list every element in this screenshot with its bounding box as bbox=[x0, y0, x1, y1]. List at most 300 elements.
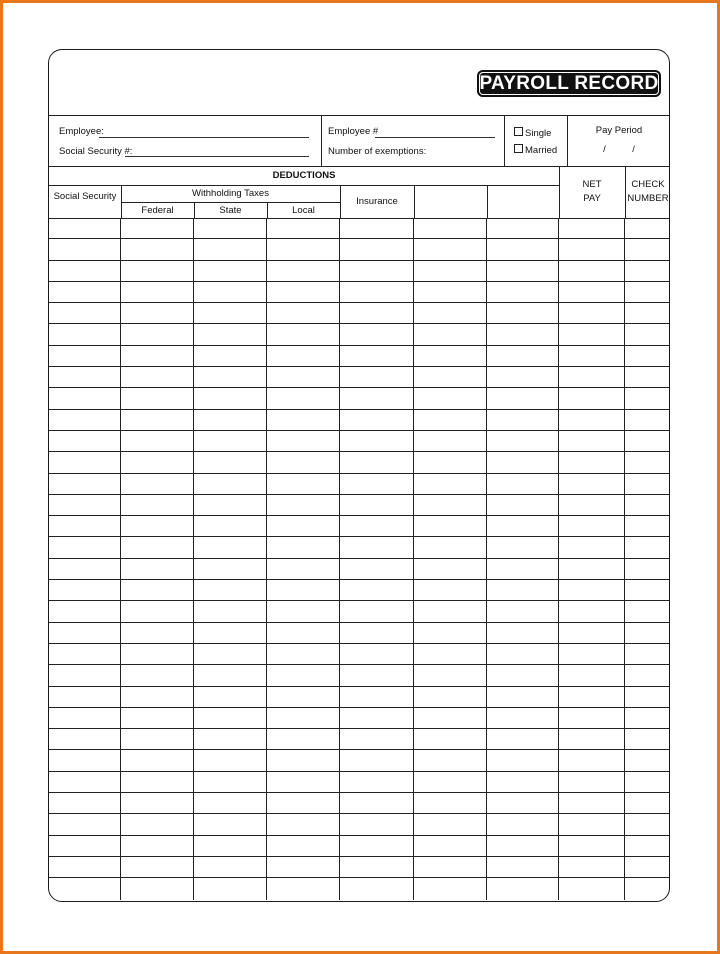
cell-check-number[interactable] bbox=[625, 474, 669, 494]
cell-state[interactable] bbox=[194, 857, 267, 877]
cell-net-pay[interactable] bbox=[559, 218, 625, 238]
cell-local[interactable] bbox=[267, 623, 340, 643]
cell-local[interactable] bbox=[267, 836, 340, 856]
cell-insurance[interactable] bbox=[340, 474, 414, 494]
cell-blank-2[interactable] bbox=[487, 431, 559, 451]
cell-federal[interactable] bbox=[121, 687, 194, 707]
cell-insurance[interactable] bbox=[340, 431, 414, 451]
cell-check-number[interactable] bbox=[625, 218, 669, 238]
cell-social-security[interactable] bbox=[49, 218, 121, 238]
cell-local[interactable] bbox=[267, 346, 340, 366]
cell-blank-2[interactable] bbox=[487, 282, 559, 302]
cell-net-pay[interactable] bbox=[559, 324, 625, 344]
cell-insurance[interactable] bbox=[340, 857, 414, 877]
cell-check-number[interactable] bbox=[625, 665, 669, 685]
cell-blank-1[interactable] bbox=[414, 623, 487, 643]
cell-state[interactable] bbox=[194, 388, 267, 408]
cell-social-security[interactable] bbox=[49, 367, 121, 387]
cell-insurance[interactable] bbox=[340, 878, 414, 899]
cell-local[interactable] bbox=[267, 772, 340, 792]
cell-check-number[interactable] bbox=[625, 431, 669, 451]
cell-insurance[interactable] bbox=[340, 708, 414, 728]
cell-insurance[interactable] bbox=[340, 601, 414, 621]
cell-state[interactable] bbox=[194, 687, 267, 707]
cell-state[interactable] bbox=[194, 282, 267, 302]
cell-local[interactable] bbox=[267, 452, 340, 472]
cell-blank-2[interactable] bbox=[487, 516, 559, 536]
cell-blank-2[interactable] bbox=[487, 814, 559, 834]
cell-net-pay[interactable] bbox=[559, 282, 625, 302]
cell-blank-2[interactable] bbox=[487, 665, 559, 685]
cell-insurance[interactable] bbox=[340, 367, 414, 387]
cell-local[interactable] bbox=[267, 410, 340, 430]
cell-social-security[interactable] bbox=[49, 857, 121, 877]
cell-local[interactable] bbox=[267, 218, 340, 238]
cell-blank-2[interactable] bbox=[487, 580, 559, 600]
cell-state[interactable] bbox=[194, 878, 267, 899]
cell-social-security[interactable] bbox=[49, 282, 121, 302]
cell-blank-2[interactable] bbox=[487, 239, 559, 259]
cell-state[interactable] bbox=[194, 537, 267, 557]
cell-state[interactable] bbox=[194, 452, 267, 472]
cell-blank-2[interactable] bbox=[487, 367, 559, 387]
cell-local[interactable] bbox=[267, 580, 340, 600]
cell-local[interactable] bbox=[267, 324, 340, 344]
cell-local[interactable] bbox=[267, 559, 340, 579]
cell-federal[interactable] bbox=[121, 239, 194, 259]
cell-federal[interactable] bbox=[121, 708, 194, 728]
cell-state[interactable] bbox=[194, 708, 267, 728]
table-row bbox=[49, 750, 669, 771]
cell-blank-1[interactable] bbox=[414, 431, 487, 451]
cell-social-security[interactable] bbox=[49, 559, 121, 579]
cell-net-pay[interactable] bbox=[559, 261, 625, 281]
cell-social-security[interactable] bbox=[49, 623, 121, 643]
cell-check-number[interactable] bbox=[625, 495, 669, 515]
cell-insurance[interactable] bbox=[340, 218, 414, 238]
cell-federal[interactable] bbox=[121, 410, 194, 430]
cell-local[interactable] bbox=[267, 644, 340, 664]
cell-state[interactable] bbox=[194, 580, 267, 600]
cell-check-number[interactable] bbox=[625, 537, 669, 557]
cell-insurance[interactable] bbox=[340, 410, 414, 430]
cell-federal[interactable] bbox=[121, 537, 194, 557]
cell-social-security[interactable] bbox=[49, 687, 121, 707]
cell-state[interactable] bbox=[194, 559, 267, 579]
cell-local[interactable] bbox=[267, 537, 340, 557]
cell-state[interactable] bbox=[194, 623, 267, 643]
cell-blank-1[interactable] bbox=[414, 857, 487, 877]
cell-insurance[interactable] bbox=[340, 537, 414, 557]
cell-insurance[interactable] bbox=[340, 303, 414, 323]
cell-net-pay[interactable] bbox=[559, 644, 625, 664]
cell-net-pay[interactable] bbox=[559, 708, 625, 728]
cell-blank-1[interactable] bbox=[414, 750, 487, 770]
cell-net-pay[interactable] bbox=[559, 516, 625, 536]
cell-social-security[interactable] bbox=[49, 346, 121, 366]
cell-net-pay[interactable] bbox=[559, 239, 625, 259]
cell-local[interactable] bbox=[267, 516, 340, 536]
cell-blank-1[interactable] bbox=[414, 793, 487, 813]
cell-blank-1[interactable] bbox=[414, 644, 487, 664]
col-divider-net-pay bbox=[625, 166, 626, 218]
cell-social-security[interactable] bbox=[49, 708, 121, 728]
cell-local[interactable] bbox=[267, 431, 340, 451]
cell-social-security[interactable] bbox=[49, 793, 121, 813]
cell-state[interactable] bbox=[194, 346, 267, 366]
cell-blank-2[interactable] bbox=[487, 474, 559, 494]
cell-local[interactable] bbox=[267, 474, 340, 494]
employee-number-field[interactable] bbox=[375, 137, 495, 138]
cell-state[interactable] bbox=[194, 836, 267, 856]
cell-local[interactable] bbox=[267, 878, 340, 899]
cell-check-number[interactable] bbox=[625, 814, 669, 834]
cell-local[interactable] bbox=[267, 388, 340, 408]
cell-check-number[interactable] bbox=[625, 750, 669, 770]
cell-blank-1[interactable] bbox=[414, 410, 487, 430]
cell-blank-2[interactable] bbox=[487, 623, 559, 643]
cell-state[interactable] bbox=[194, 303, 267, 323]
cell-check-number[interactable] bbox=[625, 857, 669, 877]
cell-blank-1[interactable] bbox=[414, 814, 487, 834]
cell-blank-1[interactable] bbox=[414, 708, 487, 728]
cell-blank-1[interactable] bbox=[414, 772, 487, 792]
cell-local[interactable] bbox=[267, 495, 340, 515]
cell-insurance[interactable] bbox=[340, 750, 414, 770]
cell-blank-1[interactable] bbox=[414, 495, 487, 515]
cell-check-number[interactable] bbox=[625, 303, 669, 323]
cell-federal[interactable] bbox=[121, 772, 194, 792]
cell-blank-2[interactable] bbox=[487, 793, 559, 813]
cell-blank-1[interactable] bbox=[414, 878, 487, 899]
cell-social-security[interactable] bbox=[49, 665, 121, 685]
cell-net-pay[interactable] bbox=[559, 878, 625, 899]
cell-blank-2[interactable] bbox=[487, 218, 559, 238]
cell-blank-2[interactable] bbox=[487, 537, 559, 557]
married-checkbox[interactable] bbox=[514, 144, 523, 153]
cell-state[interactable] bbox=[194, 367, 267, 387]
cell-check-number[interactable] bbox=[625, 410, 669, 430]
cell-blank-2[interactable] bbox=[487, 410, 559, 430]
cell-federal[interactable] bbox=[121, 218, 194, 238]
cell-social-security[interactable] bbox=[49, 814, 121, 834]
cell-insurance[interactable] bbox=[340, 559, 414, 579]
cell-net-pay[interactable] bbox=[559, 537, 625, 557]
cell-blank-2[interactable] bbox=[487, 388, 559, 408]
cell-federal[interactable] bbox=[121, 793, 194, 813]
cell-social-security[interactable] bbox=[49, 495, 121, 515]
cell-net-pay[interactable] bbox=[559, 388, 625, 408]
cell-blank-1[interactable] bbox=[414, 665, 487, 685]
cell-federal[interactable] bbox=[121, 729, 194, 749]
cell-check-number[interactable] bbox=[625, 772, 669, 792]
cell-insurance[interactable] bbox=[340, 729, 414, 749]
cell-check-number[interactable] bbox=[625, 580, 669, 600]
cell-check-number[interactable] bbox=[625, 516, 669, 536]
cell-federal[interactable] bbox=[121, 303, 194, 323]
cell-blank-2[interactable] bbox=[487, 750, 559, 770]
cell-federal[interactable] bbox=[121, 452, 194, 472]
cell-check-number[interactable] bbox=[625, 836, 669, 856]
cell-state[interactable] bbox=[194, 516, 267, 536]
cell-insurance[interactable] bbox=[340, 282, 414, 302]
cell-local[interactable] bbox=[267, 665, 340, 685]
cell-state[interactable] bbox=[194, 793, 267, 813]
cell-social-security[interactable] bbox=[49, 580, 121, 600]
cell-social-security[interactable] bbox=[49, 303, 121, 323]
cell-federal[interactable] bbox=[121, 367, 194, 387]
cell-state[interactable] bbox=[194, 410, 267, 430]
col-divider-blank-2 bbox=[559, 166, 560, 218]
cell-social-security[interactable] bbox=[49, 537, 121, 557]
cell-blank-1[interactable] bbox=[414, 303, 487, 323]
cell-blank-2[interactable] bbox=[487, 303, 559, 323]
cell-insurance[interactable] bbox=[340, 388, 414, 408]
cell-insurance[interactable] bbox=[340, 665, 414, 685]
cell-check-number[interactable] bbox=[625, 729, 669, 749]
cell-federal[interactable] bbox=[121, 580, 194, 600]
cell-blank-2[interactable] bbox=[487, 687, 559, 707]
cell-blank-1[interactable] bbox=[414, 559, 487, 579]
cell-state[interactable] bbox=[194, 729, 267, 749]
cell-insurance[interactable] bbox=[340, 346, 414, 366]
cell-federal[interactable] bbox=[121, 495, 194, 515]
cell-insurance[interactable] bbox=[340, 772, 414, 792]
cell-blank-1[interactable] bbox=[414, 346, 487, 366]
cell-social-security[interactable] bbox=[49, 878, 121, 899]
cell-state[interactable] bbox=[194, 665, 267, 685]
cell-insurance[interactable] bbox=[340, 644, 414, 664]
cell-insurance[interactable] bbox=[340, 261, 414, 281]
cell-blank-1[interactable] bbox=[414, 388, 487, 408]
cell-blank-2[interactable] bbox=[487, 857, 559, 877]
cell-blank-1[interactable] bbox=[414, 687, 487, 707]
cell-blank-1[interactable] bbox=[414, 601, 487, 621]
table-row bbox=[49, 878, 669, 899]
cell-blank-2[interactable] bbox=[487, 708, 559, 728]
cell-net-pay[interactable] bbox=[559, 857, 625, 877]
cell-state[interactable] bbox=[194, 814, 267, 834]
cell-state[interactable] bbox=[194, 495, 267, 515]
cell-federal[interactable] bbox=[121, 431, 194, 451]
cell-social-security[interactable] bbox=[49, 750, 121, 770]
cell-check-number[interactable] bbox=[625, 239, 669, 259]
cell-net-pay[interactable] bbox=[559, 623, 625, 643]
cell-local[interactable] bbox=[267, 261, 340, 281]
cell-state[interactable] bbox=[194, 601, 267, 621]
cell-federal[interactable] bbox=[121, 346, 194, 366]
cell-blank-1[interactable] bbox=[414, 836, 487, 856]
cell-blank-1[interactable] bbox=[414, 537, 487, 557]
cell-insurance[interactable] bbox=[340, 239, 414, 259]
cell-social-security[interactable] bbox=[49, 410, 121, 430]
cell-blank-2[interactable] bbox=[487, 452, 559, 472]
cell-blank-2[interactable] bbox=[487, 346, 559, 366]
cell-net-pay[interactable] bbox=[559, 474, 625, 494]
cell-blank-1[interactable] bbox=[414, 580, 487, 600]
cell-social-security[interactable] bbox=[49, 388, 121, 408]
cell-blank-1[interactable] bbox=[414, 516, 487, 536]
cell-federal[interactable] bbox=[121, 324, 194, 344]
cell-local[interactable] bbox=[267, 814, 340, 834]
cell-check-number[interactable] bbox=[625, 708, 669, 728]
cell-check-number[interactable] bbox=[625, 623, 669, 643]
cell-state[interactable] bbox=[194, 324, 267, 344]
cell-social-security[interactable] bbox=[49, 644, 121, 664]
cell-net-pay[interactable] bbox=[559, 601, 625, 621]
cell-net-pay[interactable] bbox=[559, 729, 625, 749]
cell-blank-2[interactable] bbox=[487, 836, 559, 856]
cell-net-pay[interactable] bbox=[559, 580, 625, 600]
cell-blank-1[interactable] bbox=[414, 367, 487, 387]
cell-net-pay[interactable] bbox=[559, 452, 625, 472]
cell-social-security[interactable] bbox=[49, 729, 121, 749]
cell-check-number[interactable] bbox=[625, 261, 669, 281]
cell-blank-1[interactable] bbox=[414, 729, 487, 749]
cell-federal[interactable] bbox=[121, 623, 194, 643]
cell-blank-2[interactable] bbox=[487, 324, 559, 344]
cell-net-pay[interactable] bbox=[559, 367, 625, 387]
cell-check-number[interactable] bbox=[625, 687, 669, 707]
cell-check-number[interactable] bbox=[625, 793, 669, 813]
cell-net-pay[interactable] bbox=[559, 665, 625, 685]
cell-federal[interactable] bbox=[121, 261, 194, 281]
cell-federal[interactable] bbox=[121, 750, 194, 770]
table-row bbox=[49, 623, 669, 644]
cell-net-pay[interactable] bbox=[559, 687, 625, 707]
cell-social-security[interactable] bbox=[49, 516, 121, 536]
cell-local[interactable] bbox=[267, 793, 340, 813]
cell-local[interactable] bbox=[267, 708, 340, 728]
cell-social-security[interactable] bbox=[49, 836, 121, 856]
cell-federal[interactable] bbox=[121, 814, 194, 834]
cell-federal[interactable] bbox=[121, 474, 194, 494]
cell-federal[interactable] bbox=[121, 836, 194, 856]
cell-blank-2[interactable] bbox=[487, 772, 559, 792]
cell-social-security[interactable] bbox=[49, 324, 121, 344]
cell-state[interactable] bbox=[194, 431, 267, 451]
cell-insurance[interactable] bbox=[340, 836, 414, 856]
cell-insurance[interactable] bbox=[340, 452, 414, 472]
ssn-field[interactable] bbox=[125, 156, 309, 157]
cell-blank-1[interactable] bbox=[414, 282, 487, 302]
cell-local[interactable] bbox=[267, 601, 340, 621]
cell-net-pay[interactable] bbox=[559, 559, 625, 579]
cell-federal[interactable] bbox=[121, 388, 194, 408]
cell-state[interactable] bbox=[194, 218, 267, 238]
cell-state[interactable] bbox=[194, 261, 267, 281]
cell-insurance[interactable] bbox=[340, 623, 414, 643]
cell-blank-1[interactable] bbox=[414, 239, 487, 259]
cell-local[interactable] bbox=[267, 303, 340, 323]
cell-check-number[interactable] bbox=[625, 644, 669, 664]
cell-blank-1[interactable] bbox=[414, 474, 487, 494]
cell-insurance[interactable] bbox=[340, 793, 414, 813]
cell-local[interactable] bbox=[267, 750, 340, 770]
cell-net-pay[interactable] bbox=[559, 772, 625, 792]
cell-insurance[interactable] bbox=[340, 580, 414, 600]
cell-check-number[interactable] bbox=[625, 367, 669, 387]
cell-blank-2[interactable] bbox=[487, 495, 559, 515]
cell-check-number[interactable] bbox=[625, 601, 669, 621]
cell-blank-1[interactable] bbox=[414, 261, 487, 281]
cell-local[interactable] bbox=[267, 729, 340, 749]
cell-insurance[interactable] bbox=[340, 495, 414, 515]
cell-net-pay[interactable] bbox=[559, 495, 625, 515]
cell-check-number[interactable] bbox=[625, 388, 669, 408]
cell-social-security[interactable] bbox=[49, 772, 121, 792]
cell-state[interactable] bbox=[194, 474, 267, 494]
cell-net-pay[interactable] bbox=[559, 836, 625, 856]
cell-net-pay[interactable] bbox=[559, 346, 625, 366]
cell-net-pay[interactable] bbox=[559, 303, 625, 323]
employee-field[interactable] bbox=[99, 137, 309, 138]
table-row bbox=[49, 239, 669, 260]
cell-check-number[interactable] bbox=[625, 452, 669, 472]
cell-insurance[interactable] bbox=[340, 814, 414, 834]
cell-net-pay[interactable] bbox=[559, 814, 625, 834]
cell-local[interactable] bbox=[267, 857, 340, 877]
cell-local[interactable] bbox=[267, 367, 340, 387]
cell-net-pay[interactable] bbox=[559, 793, 625, 813]
cell-federal[interactable] bbox=[121, 857, 194, 877]
cell-blank-2[interactable] bbox=[487, 644, 559, 664]
cell-local[interactable] bbox=[267, 239, 340, 259]
pay-period-field[interactable]: / / bbox=[603, 144, 635, 155]
cell-blank-2[interactable] bbox=[487, 878, 559, 899]
cell-federal[interactable] bbox=[121, 644, 194, 664]
cell-federal[interactable] bbox=[121, 601, 194, 621]
cell-state[interactable] bbox=[194, 750, 267, 770]
cell-blank-1[interactable] bbox=[414, 452, 487, 472]
cell-federal[interactable] bbox=[121, 559, 194, 579]
cell-blank-1[interactable] bbox=[414, 218, 487, 238]
cell-federal[interactable] bbox=[121, 665, 194, 685]
cell-blank-1[interactable] bbox=[414, 324, 487, 344]
cell-insurance[interactable] bbox=[340, 516, 414, 536]
cell-federal[interactable] bbox=[121, 516, 194, 536]
cell-insurance[interactable] bbox=[340, 687, 414, 707]
cell-blank-2[interactable] bbox=[487, 601, 559, 621]
cell-social-security[interactable] bbox=[49, 601, 121, 621]
cell-net-pay[interactable] bbox=[559, 750, 625, 770]
cell-social-security[interactable] bbox=[49, 431, 121, 451]
cell-federal[interactable] bbox=[121, 878, 194, 899]
cell-net-pay[interactable] bbox=[559, 431, 625, 451]
cell-social-security[interactable] bbox=[49, 452, 121, 472]
cell-check-number[interactable] bbox=[625, 559, 669, 579]
cell-net-pay[interactable] bbox=[559, 410, 625, 430]
cell-check-number[interactable] bbox=[625, 282, 669, 302]
single-checkbox[interactable] bbox=[514, 127, 523, 136]
cell-federal[interactable] bbox=[121, 282, 194, 302]
cell-check-number[interactable] bbox=[625, 346, 669, 366]
cell-blank-2[interactable] bbox=[487, 559, 559, 579]
cell-social-security[interactable] bbox=[49, 474, 121, 494]
cell-insurance[interactable] bbox=[340, 324, 414, 344]
cell-state[interactable] bbox=[194, 772, 267, 792]
cell-state[interactable] bbox=[194, 239, 267, 259]
cell-local[interactable] bbox=[267, 282, 340, 302]
cell-social-security[interactable] bbox=[49, 261, 121, 281]
cell-check-number[interactable] bbox=[625, 878, 669, 899]
cell-social-security[interactable] bbox=[49, 239, 121, 259]
cell-check-number[interactable] bbox=[625, 324, 669, 344]
cell-state[interactable] bbox=[194, 644, 267, 664]
cell-local[interactable] bbox=[267, 687, 340, 707]
cell-blank-2[interactable] bbox=[487, 729, 559, 749]
cell-blank-2[interactable] bbox=[487, 261, 559, 281]
